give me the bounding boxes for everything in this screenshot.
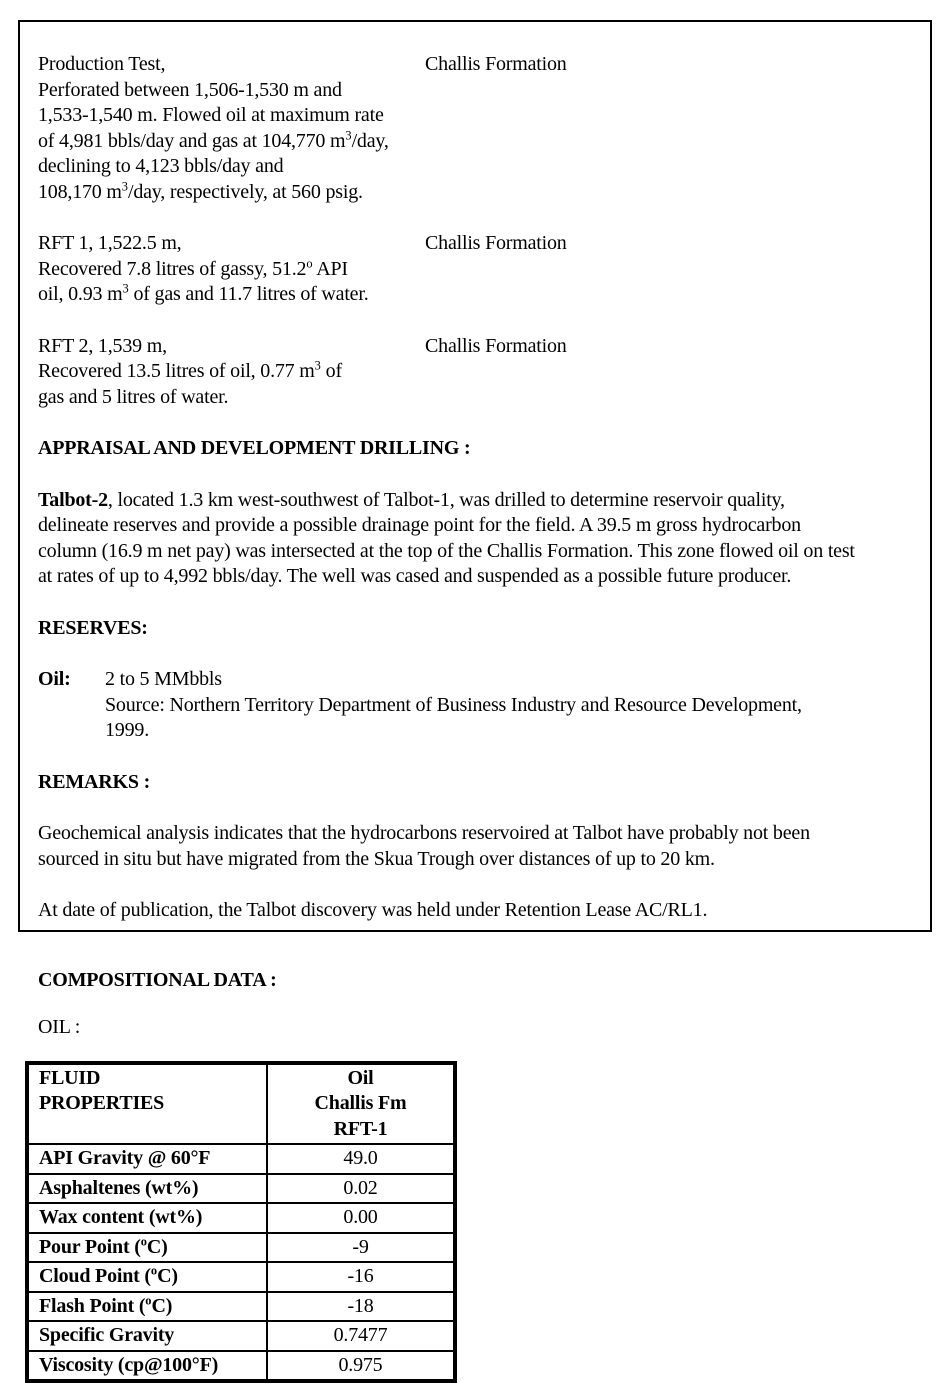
- formation-label: Challis Formation: [425, 334, 567, 357]
- row-label: [27, 1144, 267, 1174]
- text-segment: , located 1.3 km west-southwest of Talbot-1, was drilled to determine reservoir quality,: [107, 488, 785, 511]
- text-segment: delineate reserves and provide a possible drainage point for the field. A 39.5 m gross hydrocarbon: [38, 514, 801, 536]
- appraisal-line: [38, 488, 926, 514]
- entry-line: [38, 385, 425, 411]
- header-line: FLUID: [39, 1066, 101, 1089]
- text-segment: Pour Point (: [39, 1235, 141, 1258]
- text-segment: oil, 0.93 m: [38, 283, 123, 305]
- appraisal-line: [38, 513, 926, 539]
- row-value: 0.00: [267, 1203, 455, 1233]
- table-row: [27, 1203, 455, 1233]
- entry-line: [38, 78, 425, 104]
- well-test-info-box: [18, 20, 932, 932]
- table-row: [27, 1262, 455, 1292]
- superscript: o: [145, 1292, 152, 1307]
- text-segment: Viscosity (cp@100°F): [39, 1353, 219, 1376]
- appraisal-heading: APPRAISAL AND DEVELOPMENT DRILLING :: [38, 437, 471, 459]
- text-segment: of 4,981 bbls/day and gas at 104,770 m: [38, 129, 346, 152]
- text-segment: API: [312, 257, 348, 280]
- entry-line: [38, 257, 425, 283]
- fluid-properties-header-cell: [27, 1063, 267, 1145]
- reserves-oil-row: [38, 667, 926, 744]
- text-segment: of: [320, 360, 342, 382]
- row-value: 0.02: [267, 1174, 455, 1204]
- row-value: -9: [267, 1233, 455, 1263]
- text-segment: gas and 5 litres of water.: [38, 385, 229, 408]
- test-entry-rft-1: [38, 231, 926, 308]
- remarks-line: Geochemical analysis indicates that the hydrocarbons reservoired at Talbot have probably not been: [38, 822, 810, 844]
- remarks-paragraph: [38, 821, 926, 872]
- row-label: [27, 1262, 267, 1292]
- remarks-line: At date of publication, the Talbot discovery was held under Retention Lease AC/RL1.: [38, 899, 708, 921]
- row-label: [27, 1233, 267, 1263]
- entry-line: [38, 359, 425, 385]
- reserves-oil-value: [105, 667, 802, 744]
- superscript: 3: [314, 358, 321, 373]
- text-segment: RFT 2, 1,539 m,: [38, 334, 167, 357]
- text-segment: RFT 1, 1,522.5 m,: [38, 232, 182, 254]
- test-entry-text: [38, 231, 425, 308]
- test-entry-production-test: [38, 52, 926, 205]
- fluid-properties-table: [25, 1061, 457, 1384]
- test-entry-text: [38, 334, 425, 411]
- table-row: [27, 1144, 455, 1174]
- header-line: RFT-1: [333, 1117, 388, 1140]
- formation-label: Challis Formation: [425, 232, 567, 254]
- superscript: o: [306, 255, 313, 270]
- header-line: PROPERTIES: [39, 1092, 165, 1114]
- header-line: Oil: [347, 1066, 374, 1089]
- text-segment: Recovered 7.8 litres of gassy, 51.2: [38, 257, 307, 280]
- remarks-line: sourced in situ but have migrated from the Skua Trough over distances of up to 20 km.: [38, 847, 715, 870]
- entry-line: [38, 231, 425, 257]
- text-segment: API Gravity @ 60°F: [39, 1147, 211, 1169]
- remarks-paragraphs: [38, 821, 926, 924]
- text-segment: column (16.9 m net pay) was intersected at the top of the Challis Formation. This zone flowed oil on test: [38, 539, 855, 562]
- row-value: 0.975: [267, 1351, 455, 1382]
- reserves-oil-value-line: 2 to 5 MMbbls: [105, 668, 222, 690]
- oil-challis-rft1-header-cell: [267, 1063, 455, 1145]
- remarks-paragraph: [38, 898, 926, 924]
- text-segment: Perforated between 1,506-1,530 m and: [38, 78, 342, 101]
- test-entry-text: [38, 52, 425, 205]
- row-label: [27, 1203, 267, 1233]
- remarks-heading: REMARKS :: [38, 770, 151, 793]
- formation-label: Challis Formation: [425, 53, 567, 75]
- entry-line: [38, 334, 425, 360]
- superscript: 3: [122, 281, 129, 296]
- text-segment: of gas and 11.7 litres of water.: [128, 283, 369, 305]
- compositional-data-heading: COMPOSITIONAL DATA :: [38, 968, 277, 991]
- text-segment: at rates of up to 4,992 bbls/day. The well was cased and suspended as a possible future producer.: [38, 565, 792, 587]
- table-row: [27, 1292, 455, 1322]
- oil-subheading: OIL :: [38, 1016, 81, 1038]
- document-page: [0, 20, 938, 1383]
- text-segment: Flash Point (: [39, 1294, 146, 1317]
- appraisal-line: [38, 564, 926, 590]
- reserves-oil-value-line: 1999.: [105, 719, 150, 741]
- row-value: 0.7477: [267, 1321, 455, 1351]
- text-segment: Recovered 13.5 litres of oil, 0.77 m: [38, 360, 315, 382]
- row-label: [27, 1292, 267, 1322]
- reserves-oil-value-line: Source: Northern Territory Department of Business Industry and Resource Development,: [105, 693, 802, 716]
- text-segment: Production Test,: [38, 53, 166, 75]
- reserves-oil-label: Oil:: [38, 668, 71, 690]
- text-segment: Cloud Point (: [39, 1265, 151, 1287]
- superscript: o: [140, 1233, 147, 1248]
- row-label: [27, 1321, 267, 1351]
- test-entries: [38, 52, 926, 410]
- text-segment: C): [146, 1235, 168, 1258]
- superscript: o: [150, 1263, 158, 1278]
- superscript: 3: [345, 127, 352, 142]
- table-row: [27, 1174, 455, 1204]
- entry-line: [38, 282, 425, 308]
- table-row: [27, 1321, 455, 1351]
- text-segment: Wax content (wt%): [39, 1206, 203, 1228]
- text-segment: 108,170 m: [38, 180, 122, 203]
- header-line: Challis Fm: [314, 1092, 407, 1114]
- entry-line: [38, 180, 425, 206]
- text-segment: /day, respectively, at 560 psig.: [127, 180, 363, 203]
- row-value: -16: [267, 1262, 455, 1292]
- text-segment: Talbot-2: [38, 488, 108, 511]
- row-value: -18: [267, 1292, 455, 1322]
- entry-line: [38, 129, 425, 155]
- superscript: 3: [121, 178, 128, 193]
- reserves-heading: RESERVES:: [38, 616, 148, 639]
- text-segment: declining to 4,123 bbls/day and: [38, 155, 284, 177]
- row-label: [27, 1351, 267, 1382]
- text-segment: Specific Gravity: [39, 1324, 175, 1346]
- row-label: [27, 1174, 267, 1204]
- appraisal-paragraph: [38, 488, 926, 590]
- table-row: [27, 1233, 455, 1263]
- entry-line: [38, 103, 425, 129]
- text-segment: /day,: [351, 129, 389, 152]
- entry-line: [38, 154, 425, 180]
- table-row: [27, 1351, 455, 1382]
- text-segment: 1,533-1,540 m. Flowed oil at maximum rate: [38, 104, 384, 126]
- text-segment: C): [157, 1265, 178, 1287]
- text-segment: Asphaltenes (wt%): [39, 1176, 199, 1199]
- appraisal-line: [38, 539, 926, 565]
- table-header-row: [27, 1063, 455, 1145]
- text-segment: C): [151, 1294, 173, 1317]
- test-entry-rft-2: [38, 334, 926, 411]
- entry-line: [38, 52, 425, 78]
- row-value: 49.0: [267, 1144, 455, 1174]
